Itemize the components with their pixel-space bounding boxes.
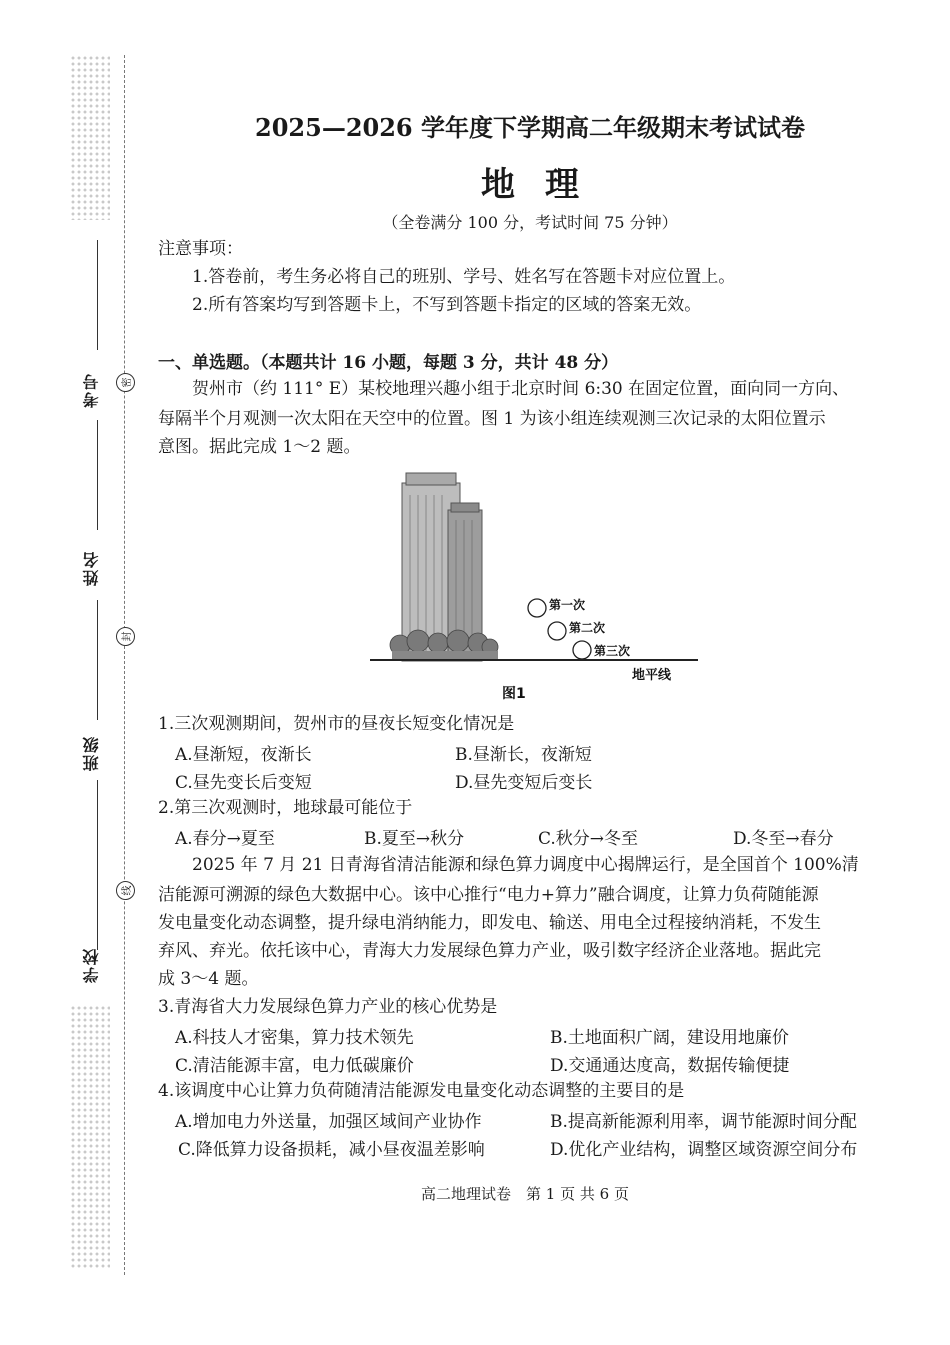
- notice-item: 2.所有答案均写到答题卡上，不写到答题卡指定的区域的答案无效。: [192, 295, 702, 315]
- figure-caption: 图1: [502, 686, 526, 702]
- section-heading: 一、单选题。（本题共计 16 小题，每题 3 分，共计 48 分）: [158, 353, 619, 373]
- sun-label-2: 第二次: [569, 621, 606, 635]
- option-b[interactable]: B.昼渐长，夜渐短: [455, 745, 592, 765]
- name-field[interactable]: [97, 600, 98, 720]
- binding-cut-line: [124, 55, 125, 1275]
- option-d[interactable]: D.交通通达度高，数据传输便捷: [550, 1056, 790, 1076]
- question-stem: 4.该调度中心让算力负荷随清洁能源发电量变化动态调整的主要目的是: [158, 1081, 685, 1101]
- page-footer: 高二地理试卷 第 1 页 共 6 页: [421, 1185, 629, 1203]
- figure-1: [360, 465, 700, 710]
- option-b[interactable]: B.夏至→秋分: [364, 829, 465, 849]
- option-c[interactable]: C.清洁能源丰富，电力低碳廉价: [175, 1056, 414, 1076]
- seal-mi: 密: [116, 373, 135, 392]
- subject-title: 地理: [481, 165, 609, 205]
- option-a[interactable]: A.增加电力外送量，加强区域间产业协作: [175, 1112, 482, 1132]
- sun-position-1: [528, 599, 546, 617]
- sun-label-3: 第三次: [594, 644, 631, 658]
- passage-line: 洁能源可溯源的绿色大数据中心。该中心推行“电力+算力”融合调度，让算力负荷随能源: [158, 885, 819, 905]
- option-b[interactable]: B.提高新能源利用率，调节能源时间分配: [550, 1112, 857, 1132]
- option-a[interactable]: A.科技人才密集，算力技术领先: [175, 1028, 414, 1048]
- option-c[interactable]: C.降低算力设备损耗，减小昼夜温差影响: [178, 1140, 485, 1160]
- name-label: 姓名: [82, 550, 101, 586]
- option-a[interactable]: A.春分→夏至: [175, 829, 275, 849]
- option-d[interactable]: D.冬至→春分: [733, 829, 834, 849]
- option-b[interactable]: B.土地面积广阔，建设用地廉价: [550, 1028, 789, 1048]
- seal-feng: 封: [116, 627, 135, 646]
- passage-line: 发电量变化动态调整，提升绿电消纳能力，即发电、输送、用电全过程接纳消耗，不发生: [158, 913, 821, 933]
- school-label: 学校: [82, 947, 101, 983]
- passage-line: 成 3～4 题。: [158, 969, 259, 989]
- seal-xian: 线: [116, 881, 135, 900]
- exam-number-field[interactable]: [97, 240, 98, 350]
- margin-dot-pattern-bottom: [70, 1005, 110, 1270]
- class-label: 班级: [82, 735, 101, 771]
- passage-line: 意图。据此完成 1～2 题。: [158, 437, 361, 457]
- passage-line: 弃风、弃光。依托该中心，青海大力发展绿色算力产业，吸引数字经济企业落地。据此完: [158, 941, 821, 961]
- option-c[interactable]: C.秋分→冬至: [538, 829, 639, 849]
- sun-label-1: 第一次: [549, 598, 586, 612]
- building-illustration: [390, 473, 498, 661]
- exam-number-label: 考号: [82, 372, 101, 408]
- question-stem: 2.第三次观测时，地球最可能位于: [158, 798, 413, 818]
- notice-item: 1.答卷前，考生务必将自己的班别、学号、姓名写在答题卡对应位置上。: [192, 267, 736, 287]
- sun-position-3: [573, 641, 591, 659]
- class-field[interactable]: [97, 780, 98, 950]
- exam-info: （全卷满分 100 分，考试时间 75 分钟）: [382, 213, 678, 232]
- notice-heading: 注意事项：: [158, 239, 243, 259]
- option-a[interactable]: A.昼渐短，夜渐长: [175, 745, 312, 765]
- horizon-label: 地平线: [632, 668, 672, 683]
- exam-title: 2025—2026 学年度下学期高二年级期末考试试卷: [255, 113, 805, 142]
- option-d[interactable]: D.昼先变短后变长: [455, 773, 593, 793]
- passage-line: 2025 年 7 月 21 日青海省清洁能源和绿色算力调度中心揭牌运行，是全国首个 100%清: [192, 855, 859, 875]
- question-stem: 1.三次观测期间，贺州市的昼夜长短变化情况是: [158, 714, 515, 734]
- question-stem: 3.青海省大力发展绿色算力产业的核心优势是: [158, 997, 498, 1017]
- option-d[interactable]: D.优化产业结构，调整区域资源空间分布: [550, 1140, 858, 1160]
- passage-line: 每隔半个月观测一次太阳在天空中的位置。图 1 为该小组连续观测三次记录的太阳位置示: [158, 409, 826, 429]
- passage-line: 贺州市（约 111° E）某校地理兴趣小组于北京时间 6:30 在固定位置，面向同一方向、: [192, 379, 850, 399]
- option-c[interactable]: C.昼先变长后变短: [175, 773, 312, 793]
- sun-position-2: [548, 622, 566, 640]
- exam-number-field-lower[interactable]: [97, 420, 98, 530]
